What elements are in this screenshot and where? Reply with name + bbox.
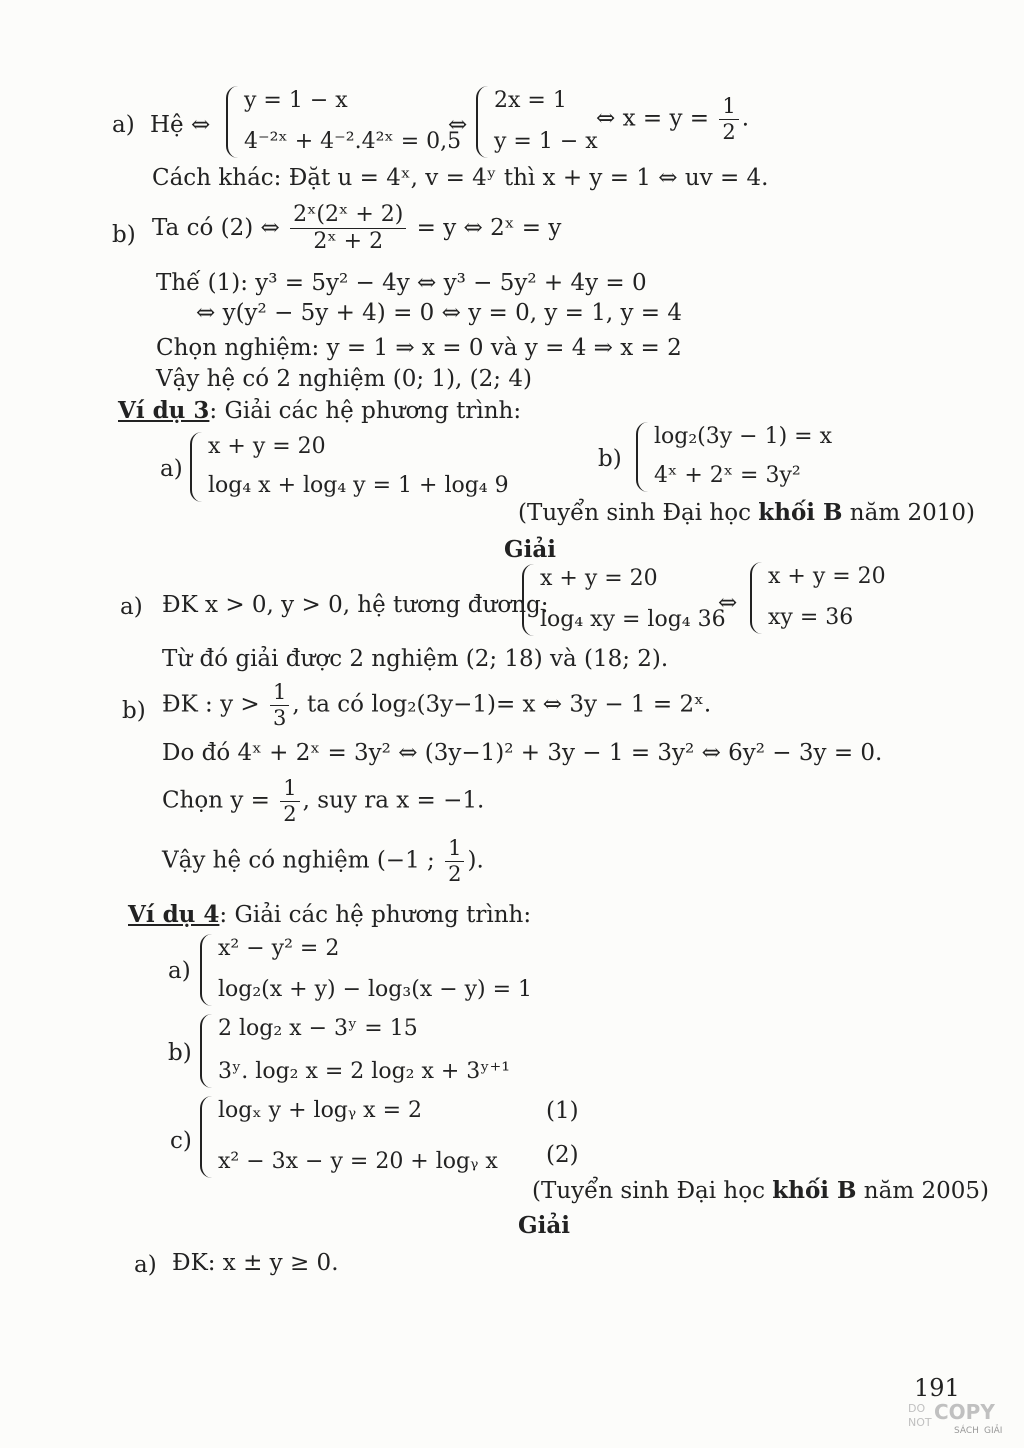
text: ĐK: x ± y ≥ 0. bbox=[172, 1250, 339, 1276]
numerator: 2ˣ(2ˣ + 2) bbox=[290, 202, 406, 229]
line bbox=[162, 680, 711, 731]
part-a-prefix: Hệ ⇔ bbox=[150, 112, 211, 138]
text: : Giải các hệ phương trình: bbox=[219, 902, 532, 928]
line: ⇔ y(y² − 5y + 4) = 0 ⇔ y = 0, y = 1, y = 4 bbox=[196, 300, 683, 326]
system-line: 2 log₂ x − 3ʸ = 15 bbox=[218, 1016, 418, 1041]
line bbox=[162, 776, 484, 827]
text: Chọn y = bbox=[162, 787, 270, 814]
system-line: y = 1 − x bbox=[494, 129, 598, 155]
source-note bbox=[532, 1178, 989, 1204]
label: b) bbox=[598, 446, 622, 472]
text: năm 2005) bbox=[856, 1178, 989, 1204]
line bbox=[162, 836, 484, 887]
part-b-first-line bbox=[152, 202, 561, 256]
system-line: x² − y² = 2 bbox=[218, 936, 340, 961]
example-4-title bbox=[128, 902, 531, 928]
fraction bbox=[290, 202, 406, 256]
text: = y ⇔ 2ˣ = y bbox=[416, 214, 562, 241]
denominator: 2ˣ + 2 bbox=[313, 229, 384, 255]
system-line: x² − 3x − y = 20 + logᵧ x bbox=[218, 1149, 498, 1175]
system bbox=[200, 934, 532, 1006]
line: Chọn nghiệm: y = 1 ⇒ x = 0 và y = 4 ⇒ x = 2 bbox=[156, 335, 682, 361]
system-line: 4⁻²ˣ + 4⁻².4²ˣ = 0,5 bbox=[244, 129, 462, 155]
label: c) bbox=[170, 1128, 192, 1154]
text: (Tuyển sinh Đại học bbox=[518, 500, 759, 526]
text: ). bbox=[467, 847, 484, 874]
label: a) bbox=[134, 1252, 157, 1278]
numerator: 1 bbox=[719, 94, 738, 120]
fraction bbox=[445, 836, 464, 887]
label: b) bbox=[168, 1040, 192, 1066]
system bbox=[200, 1014, 510, 1088]
system bbox=[190, 432, 509, 502]
system-line: x + y = 20 bbox=[208, 434, 326, 459]
example-label: Ví dụ 3 bbox=[118, 397, 210, 424]
system bbox=[636, 422, 832, 492]
alt-method: Cách khác: Đặt u = 4ˣ, v = 4ʸ thì x + y = 1 ⇔ uv = 4. bbox=[152, 165, 769, 191]
equation-tag: (2) bbox=[546, 1142, 579, 1168]
watermark-text: GIẢI bbox=[984, 1426, 1003, 1436]
part-b-label: b) bbox=[112, 222, 136, 248]
denominator: 2 bbox=[722, 120, 736, 145]
text: : Giải các hệ phương trình: bbox=[209, 398, 522, 424]
watermark-logo bbox=[906, 1400, 1010, 1442]
system-a1 bbox=[226, 86, 461, 158]
equiv: ⇔ bbox=[718, 590, 738, 616]
line: Thế (1): y³ = 5y² − 4y ⇔ y³ − 5y² + 4y = 0 bbox=[156, 270, 647, 296]
text: năm 2010) bbox=[842, 500, 975, 526]
text-bold: khối B bbox=[758, 499, 843, 526]
numerator: 1 bbox=[270, 680, 289, 706]
example-label: Ví dụ 4 bbox=[128, 901, 220, 928]
denominator: 2 bbox=[448, 862, 462, 887]
label: a) bbox=[160, 456, 183, 482]
watermark-text: DO bbox=[908, 1402, 926, 1415]
system-line: x + y = 20 bbox=[540, 566, 658, 591]
equiv: ⇔ bbox=[448, 112, 468, 138]
text: Ta có (2) ⇔ bbox=[152, 214, 280, 241]
solution-heading: Giải bbox=[504, 536, 557, 563]
part-a-label: a) bbox=[112, 112, 135, 138]
system-line: 3ʸ. log₂ x = 2 log₂ x + 3ʸ⁺¹ bbox=[218, 1059, 511, 1085]
denominator: 2 bbox=[283, 802, 297, 827]
equation-tag: (1) bbox=[546, 1098, 579, 1124]
text: , ta có log₂(3y−1)= x ⇔ 3y − 1 = 2ˣ. bbox=[292, 691, 712, 718]
text-bold: khối B bbox=[772, 1177, 857, 1204]
system-line: 4ˣ + 2ˣ = 3y² bbox=[654, 463, 801, 489]
text: (Tuyển sinh Đại học bbox=[532, 1178, 773, 1204]
system-a2 bbox=[476, 86, 598, 158]
system-line: log₄ x + log₄ y = 1 + log₄ 9 bbox=[208, 473, 509, 499]
system-line: log₂(x + y) − log₃(x − y) = 1 bbox=[218, 977, 533, 1003]
text: ĐK : y > bbox=[162, 691, 260, 718]
label: a) bbox=[168, 958, 191, 984]
line: Do đó 4ˣ + 2ˣ = 3y² ⇔ (3y−1)² + 3y − 1 = 3y² ⇔ 6y² − 3y = 0. bbox=[162, 740, 883, 766]
line: Vậy hệ có 2 nghiệm (0; 1), (2; 4) bbox=[156, 366, 532, 392]
label: a) bbox=[120, 594, 143, 620]
solution-heading: Giải bbox=[518, 1212, 571, 1239]
system-line: log₂(3y − 1) = x bbox=[654, 424, 833, 449]
system-line: xy = 36 bbox=[768, 605, 854, 631]
page-number: 191 bbox=[914, 1374, 960, 1402]
numerator: 1 bbox=[280, 776, 299, 802]
system-line: x + y = 20 bbox=[768, 564, 886, 589]
watermark-text: COPY bbox=[934, 1400, 995, 1424]
result-text: ⇔ x = y = bbox=[596, 105, 710, 132]
system-line: log₄ xy = log₄ 36 bbox=[540, 607, 726, 633]
text: ĐK x > 0, y > 0, hệ tương đương: bbox=[162, 592, 549, 618]
text: Từ đó giải được 2 nghiệm (2; 18) và (18; 2). bbox=[162, 646, 669, 672]
text: Vậy hệ có nghiệm (−1 ; bbox=[162, 847, 435, 874]
text: , suy ra x = −1. bbox=[302, 787, 485, 814]
fraction bbox=[280, 776, 299, 827]
label: b) bbox=[122, 698, 146, 724]
numerator: 1 bbox=[445, 836, 464, 862]
system-line: 2x = 1 bbox=[494, 88, 567, 113]
system bbox=[522, 564, 726, 636]
source-note bbox=[518, 500, 975, 526]
watermark-text: SÁCH bbox=[954, 1426, 979, 1436]
fraction bbox=[719, 94, 738, 145]
denominator: 3 bbox=[273, 706, 287, 731]
part-a-result bbox=[596, 94, 749, 145]
system-line: y = 1 − x bbox=[244, 88, 348, 113]
watermark-text: NOT bbox=[908, 1416, 932, 1429]
system bbox=[750, 562, 886, 634]
system bbox=[200, 1096, 498, 1178]
example-3-title bbox=[118, 398, 521, 424]
system-line: logₓ y + logᵧ x = 2 bbox=[218, 1098, 422, 1123]
fraction bbox=[270, 680, 289, 731]
period: . bbox=[741, 105, 750, 132]
